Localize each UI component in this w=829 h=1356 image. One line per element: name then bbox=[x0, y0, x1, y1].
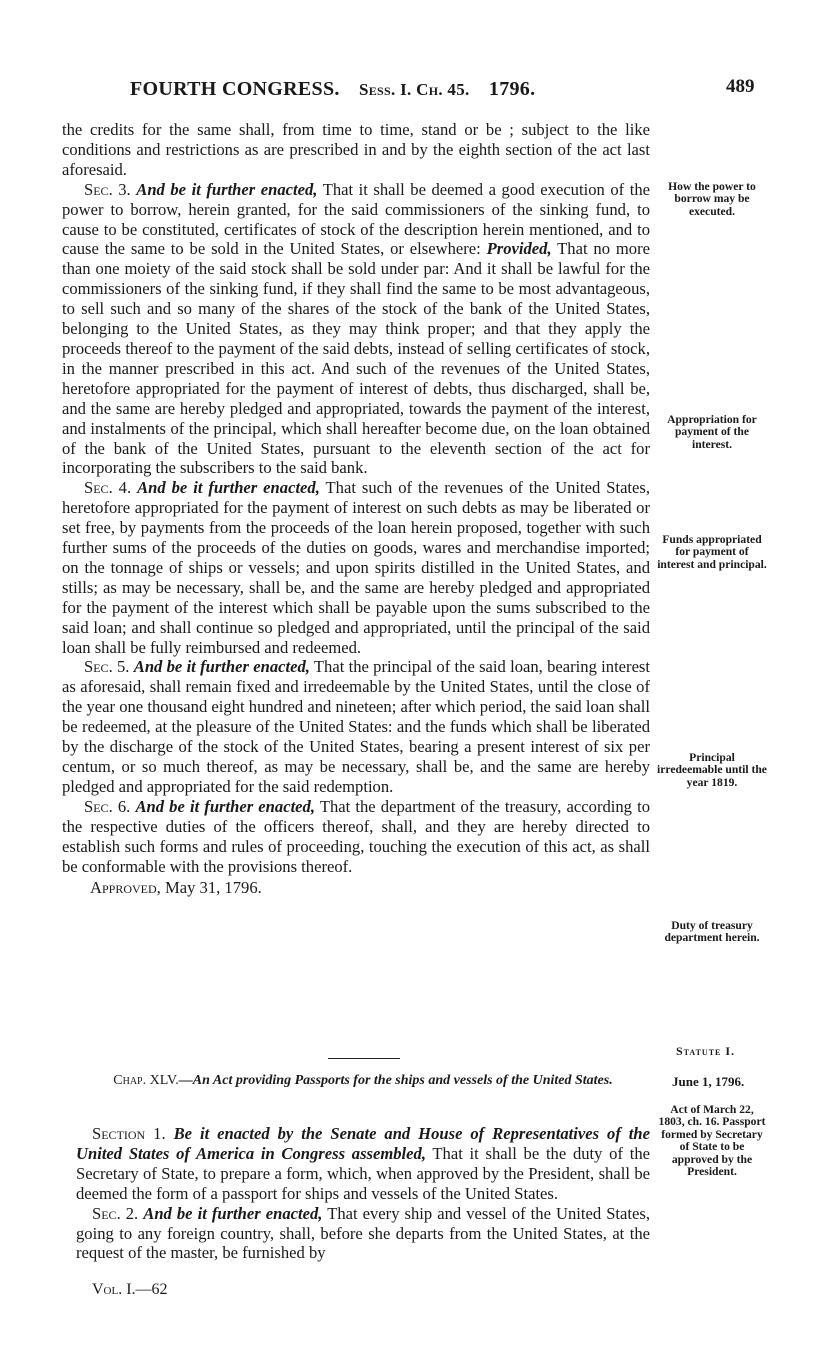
section-label: Sec. 2. bbox=[92, 1203, 139, 1223]
margin-note-borrow-power: How the power to borrow may be executed. bbox=[668, 180, 756, 218]
section-text: That no more than one moiety of the said stock shall be sold under par: And it shall be lawful for the commissioners of the sinking fund, if they shall find the same to be most advantageous, to sell such and so many of the shares of the stock of the bank of the United States, belonging to the United States, as they may think proper; and that they apply the proceeds thereof to the payment of the said debts, instead of selling certificates of stock, in the manner prescribed in this act. And such of the revenues of the United States, heretofore appropriated for the payment of interest of debts, thus discharged, shall be, and the same are hereby pledged and appropriated, towards the payment of the interest, and instalments of the principal, which shall hereafter become due, on the loan obtained of the bank of the United States, pursuant to the eleventh section of the act for incorporating the subscribers to the said bank. bbox=[62, 239, 650, 478]
act-text bbox=[76, 1124, 650, 1263]
margin-note-appropriation: Appropriation for payment of the interest. bbox=[667, 413, 757, 451]
margin-note-principal: Principal irredeemable until the year 1819. bbox=[657, 751, 767, 789]
approved-date: May 31, 1796. bbox=[164, 878, 262, 898]
chapter-number: Chap. XLV. bbox=[113, 1073, 179, 1088]
statute-date: June 1, 1796. bbox=[672, 1074, 745, 1089]
enacting-clause: And be it further enacted, bbox=[137, 478, 320, 498]
section-label: Sec. 4. bbox=[84, 478, 132, 498]
section-5 bbox=[62, 657, 650, 796]
act-section-1 bbox=[76, 1124, 650, 1204]
approved-label: Approved, bbox=[90, 878, 161, 898]
act-section-2 bbox=[76, 1204, 650, 1264]
header-year: 1796. bbox=[488, 78, 536, 100]
enacting-clause: And be it further enacted, bbox=[135, 796, 315, 816]
continuation-paragraph: the credits for the same shall, from time to time, stand or be ; subject to the like conditions and restrictions as are prescribed in and by the eighth section of the act last aforesaid. bbox=[62, 120, 650, 179]
section-6 bbox=[62, 797, 650, 877]
section-label: Sec. 3. bbox=[84, 179, 131, 199]
section-label: Sec. 5. bbox=[84, 657, 130, 677]
proviso-word: Provided, bbox=[486, 239, 552, 259]
margin-note-treasury: Duty of treasury department herein. bbox=[664, 919, 760, 945]
statute-label: Statute I. bbox=[676, 1044, 736, 1058]
section-text: That the department of the treasury, according to the respective duties of the officers thereof, shall, and they are hereby directed to establish such forms and rules of proceeding, touching the execution of this act, as shall be conformable with the provisions thereof. bbox=[62, 796, 651, 876]
section-3 bbox=[62, 180, 650, 479]
enacting-clause: And be it further enacted, bbox=[143, 1203, 323, 1223]
page-number: 489 bbox=[726, 76, 755, 97]
chapter-title: —An Act providing Passports for the ships and vessels of the United States. bbox=[178, 1073, 613, 1088]
divider-rule bbox=[328, 1058, 400, 1059]
margin-note-passport: Act of March 22, 1803, ch. 16. Passport formed by Secretary of State to be approved by the President. bbox=[658, 1103, 766, 1179]
volume-signature: Vol. I.—62 bbox=[92, 1281, 168, 1298]
approval-line bbox=[62, 878, 650, 898]
section-4 bbox=[62, 478, 650, 657]
main-text bbox=[62, 120, 650, 898]
section-text: That it shall be deemed a good execution of the power to borrow, herein granted, for the said commissioners of the sinking fund, to cause to be constituted, certificates of stock of the description herein mentioned, and to cause the same to be sold in the United States, or elsewhere: bbox=[62, 179, 650, 259]
margin-note-funds: Funds appropriated for payment of interest and principal. bbox=[657, 533, 767, 571]
enacting-clause: And be it further enacted, bbox=[136, 179, 318, 199]
enacting-clause: And be it further enacted, bbox=[133, 657, 310, 677]
section-text: That it shall be the duty of the Secretary of State, to prepare a form, which, when approved by the President, shall be deemed the form of a passport for ships and vessels of the United States. bbox=[76, 1143, 650, 1203]
section-label: Section 1. bbox=[92, 1124, 166, 1143]
session-chapter: Sess. I. Ch. 45. bbox=[359, 80, 470, 99]
section-text: That every ship and vessel of the United States, going to any foreign country, shall, before she departs from the United States, at the request of the master, be furnished by bbox=[76, 1203, 650, 1263]
section-text: That the principal of the said loan, bearing interest as aforesaid, shall remain fixed and irredeemable by the United States, until the close of the year one thousand eight hundred and nineteen; after which period, the said loan shall be redeemed, at the pleasure of the United States: and the funds which shall be liberated by the discharge of the stock of the United States, bearing a present interest of six per centum, or so much thereof, as may be necessary, shall be, and the same are hereby pledged and appropriated for the said redemption. bbox=[62, 657, 650, 796]
running-head bbox=[130, 78, 760, 101]
enacting-clause: Be it enacted by the Senate and House of Representatives of the United States of America in Congress assembled, bbox=[76, 1124, 650, 1163]
section-label: Sec. 6. bbox=[84, 796, 131, 816]
section-text: That such of the revenues of the United States, heretofore appropriated for the payment of interest on such debts as may be liberated or set free, by payments from the proceeds of the loan herein proposed, together with such further sums of the proceeds of the duties on goods, wares and merchandise imported; on the tonnage of ships or vessels; and upon spirits distilled in the United States, and stills; as may be necessary, shall be, and the same are hereby pledged and appropriated for the payment of the interest which shall be payable upon the sums subscribed to the said loan; and shall continue so pledged and appropriated, until the principal of the said loan shall be fully reimbursed and redeemed. bbox=[62, 478, 651, 657]
chapter-heading bbox=[76, 1072, 650, 1089]
congress-title: FOURTH CONGRESS. bbox=[130, 78, 340, 100]
